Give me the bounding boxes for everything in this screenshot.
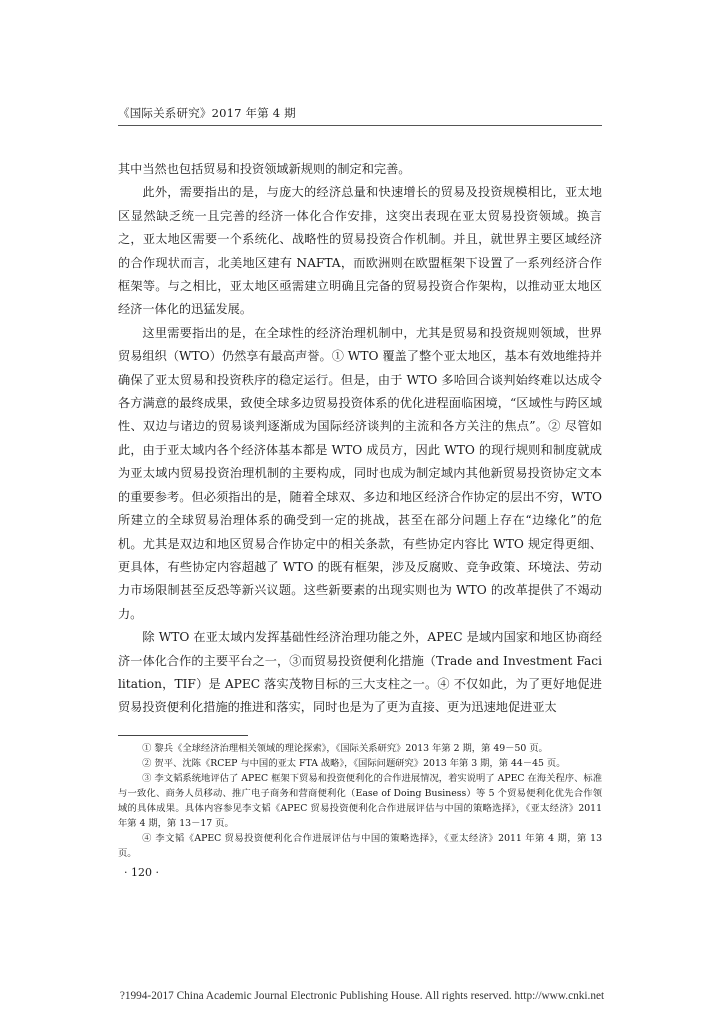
footnote: ③ 李文韬系统地评估了 APEC 框架下贸易和投资便利化的合作进展情况，着实说明了 APEC 在海关程序、标准与一致化、商务人员移动、推广电子商务和营商便利化（Ease of Doing Business）等 5 个贸易便利化优先合作领域的具体成果。具体内容参见李文韬《APEC 贸易投资便利化合作进展评估与中国的策略选择》，《亚太经济》2011 年第 4 期，第 13－17 页。 [118, 773, 602, 829]
footnote: ② 贺平、沈陈《RCEP 与中国的亚太 FTA 战略》，《国际问题研究》2013 年第 3 期，第 44－45 页。 [142, 758, 566, 769]
header-rule [118, 125, 602, 126]
body-paragraph: 其中当然也包括贸易和投资领域新规则的制定和完善。 [118, 162, 411, 176]
footnote: ④ 李文韬《APEC 贸易投资便利化合作进展评估与中国的策略选择》，《亚太经济》2011 年第 4 期，第 13 页。 [118, 833, 602, 859]
body-paragraph: 此外，需要指出的是，与庞大的经济总量和快速增长的贸易及投资规模相比，亚太地区显然缺乏统一且完善的经济一体化合作安排，这突出表现在亚太贸易投资领域。换言之，亚太地区需要一个系统化、战略性的贸易投资合作机制。并且，就世界主要区域经济的合作现状而言，北美地区建有 NAFTA，而欧洲则在欧盟框架下设置了一系列经济合作框架等。与之相比，亚太地区亟需建立明确且完备的贸易投资合作架构，以推动亚太地区经济一体化的迅猛发展。 [118, 185, 602, 317]
page-number: · 120 · [124, 866, 159, 879]
footnotes [118, 741, 602, 861]
footnote-rule [118, 735, 248, 736]
article-body [118, 158, 602, 720]
copyright-line: ?1994-2017 China Academic Journal Electronic Publishing House. All rights reserved. http://www.cnki.net [119, 990, 605, 1002]
footnote: ① 黎兵《全球经济治理相关领域的理论探索》，《国际关系研究》2013 年第 2 期，第 49－50 页。 [142, 743, 548, 754]
body-paragraph: 除 WTO 在亚太域内发挥基础性经济治理功能之外，APEC 是域内国家和地区协商经济一体化合作的主要平台之一，③而贸易投资便利化措施（Trade and Investment Facilitation，TIF）是 APEC 落实茂物目标的三大支柱之一。④ 不仅如此，为了更好地促进贸易投资便利化措施的推进和落实，同时也是为了更为直接、更为迅速地促进亚太 [118, 630, 602, 715]
body-paragraph: 这里需要指出的是，在全球性的经济治理机制中，尤其是贸易和投资规则领域，世界贸易组织（WTO）仍然享有最高声誉。① WTO 覆盖了整个亚太地区，基本有效地维持并确保了亚太贸易和投资秩序的稳定运行。但是，由于 WTO 多哈回合谈判始终难以达成令各方满意的最终成果，致使全球多边贸易投资体系的优化进程面临困境，“区域性与跨区域性、双边与诸边的贸易谈判逐渐成为国际经济谈判的主流和各方关注的焦点”。② 尽管如此，由于亚太域内各个经济体基本都是 WTO 成员方，因此 WTO 的现行规则和制度就成为亚太域内贸易投资治理机制的主要构成，同时也成为制定域内其他新贸易投资协定文本的重要参考。但必须指出的是，随着全球双、多边和地区经济合作协定的层出不穷，WTO 所建立的全球贸易治理体系的确受到一定的挑战，甚至在部分问题上存在“边缘化”的危机。尤其是双边和地区贸易合作协定中的相关条款，有些协定内容比 WTO 规定得更细、更具体，有些协定内容超越了 WTO 的既有框架，涉及反腐败、竞争政策、环境法、劳动力市场限制甚至反恐等新兴议题。这些新要素的出现实则也为 WTO 的改革提供了不竭动力。 [118, 325, 602, 621]
running-header: 《国际关系研究》2017 年第 4 期 [118, 106, 296, 120]
